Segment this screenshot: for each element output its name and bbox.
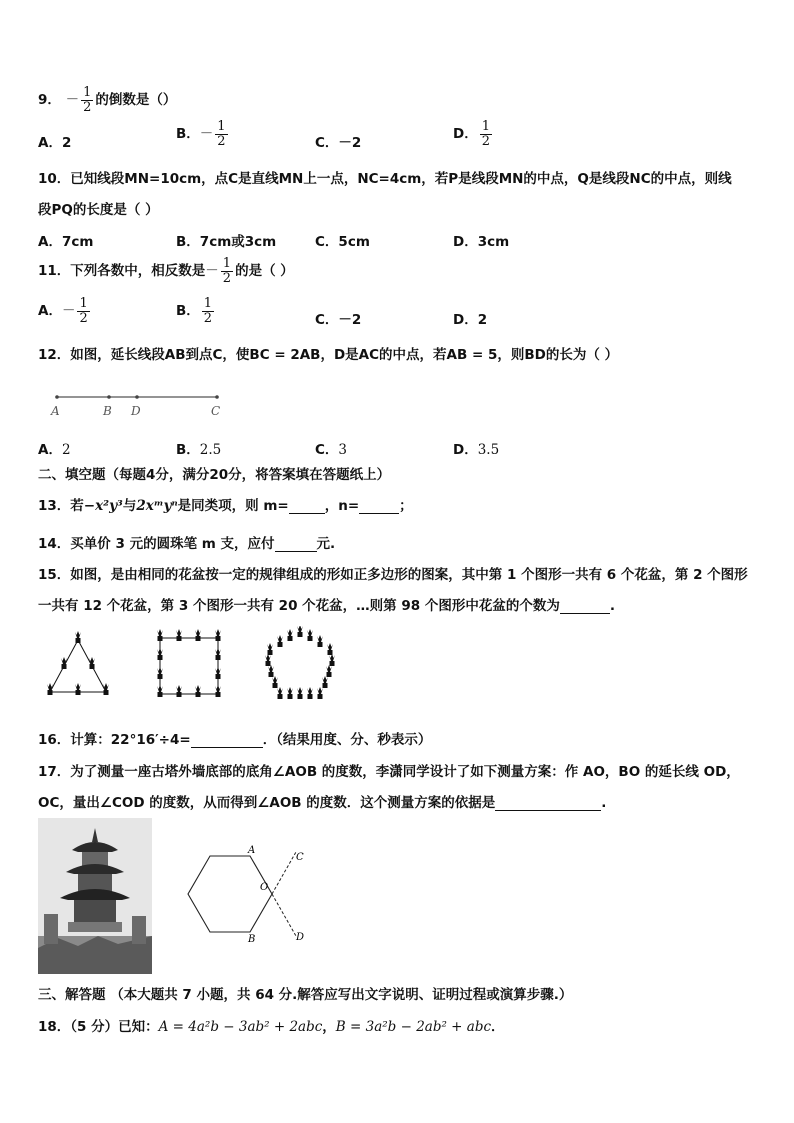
triangle-pattern: [47, 631, 109, 695]
flower-pot-patterns-figure: [40, 626, 360, 706]
answer-blank[interactable]: [495, 797, 601, 811]
q15-stem-line1: 15．如图，是由相同的花盆按一定的规律组成的形如正多边形的图案，其中第 1 个图形一共有 6 个花盆，第 2 个图形: [38, 567, 748, 583]
q11-stem: 11．下列各数中，相反数是－ $\frac{1}{2}$ 的是（ ）: [38, 256, 294, 286]
q14-stem: 14．买单价 3 元的圆珠笔 m 支，应付 元.: [38, 536, 336, 552]
point-label-d: D: [131, 404, 141, 418]
pentagon-pattern: [265, 626, 335, 699]
q9-option-c[interactable]: C．－2: [315, 135, 362, 151]
q9-option-d[interactable]: D． $\frac{1}{2}$: [453, 119, 490, 149]
label-a: A: [248, 845, 256, 856]
q11-option-d[interactable]: D．2: [453, 312, 488, 328]
point-label-c: C: [211, 404, 221, 418]
label-o: O: [260, 882, 269, 893]
q12-segment-figure: [45, 388, 235, 422]
q10-option-b[interactable]: B．7cm或3cm: [176, 234, 277, 250]
q11-option-c[interactable]: C．－2: [315, 312, 362, 328]
q10-option-a[interactable]: A．7cm: [38, 234, 94, 250]
hexagon-outline: [188, 856, 272, 932]
q9-stem: 9． － $\frac{1}{2}$ 的倒数是（）: [38, 85, 177, 115]
extension-line-oc: [272, 852, 296, 894]
section-3-heading: 三、解答题 （本大题共 7 小题，共 64 分.解答应写出文字说明、证明过程或演算步骤.）: [38, 987, 573, 1003]
label-c: C: [296, 852, 304, 863]
point-a: [55, 395, 59, 399]
q11-option-b[interactable]: B． $\frac{1}{2}$: [176, 296, 213, 326]
square-pattern: [157, 629, 221, 697]
extension-line-od: [272, 894, 296, 936]
q11-option-a[interactable]: A．－ $\frac{1}{2}$: [38, 296, 88, 326]
answer-blank[interactable]: [191, 734, 263, 748]
q15-stem-line2: 一共有 12 个花盆，第 3 个图形一共有 20 个花盆，…则第 98 个图形中花盆的个数为 .: [38, 598, 615, 614]
point-d: [135, 395, 139, 399]
q12-option-a[interactable]: A．2: [38, 442, 71, 458]
q10-stem-line1: 10．已知线段MN=10cm，点C是直线MN上一点，NC=4cm，若P是线段MN的中点，Q是线段NC的中点，则线: [38, 171, 732, 187]
point-label-a: A: [51, 404, 60, 418]
q12-option-d[interactable]: D．3.5: [453, 442, 500, 458]
q10-option-c[interactable]: C．5cm: [315, 234, 370, 250]
q12-option-b[interactable]: B．2.5: [176, 442, 222, 458]
q17-stem-line2: OC，量出∠COD 的度数，从而得到∠AOB 的度数．这个测量方案的依据是 .: [38, 795, 607, 811]
fraction: $\frac{1}{2}$: [83, 85, 92, 115]
q16-stem: 16．计算：22°16′÷4= ．（结果用度、分、秒表示）: [38, 732, 432, 748]
q13-stem: 13．若−x²y³与2xᵐyⁿ是同类项，则 m= ，n= ；: [38, 498, 413, 514]
hexagon-angle-figure: [182, 842, 312, 948]
q12-stem: 12．如图，延长线段AB到点C，使BC = 2AB，D是AC的中点，若AB = 5，则BD的长为（ ）: [38, 347, 619, 363]
section-2-heading: 二、填空题（每题4分，满分20分，将答案填在答题纸上）: [38, 467, 391, 483]
point-label-b: B: [103, 404, 112, 418]
q12-option-c[interactable]: C．3: [315, 442, 348, 458]
q10-stem-line2: 段PQ的长度是（ ）: [38, 202, 159, 218]
label-b: B: [248, 934, 256, 945]
answer-blank-n[interactable]: [359, 500, 399, 514]
ancient-pagoda-photo: [38, 818, 152, 974]
point-c: [215, 395, 219, 399]
q17-stem-line1: 17．为了测量一座古塔外墙底部的底角∠AOB 的度数，李潇同学设计了如下测量方案：作 AO，BO 的延长线 OD，: [38, 764, 740, 780]
answer-blank[interactable]: [275, 538, 317, 552]
label-d: D: [296, 932, 305, 943]
point-b: [107, 395, 111, 399]
q9-option-a[interactable]: A．2: [38, 135, 72, 151]
q10-option-d[interactable]: D．3cm: [453, 234, 510, 250]
answer-blank-m[interactable]: [289, 500, 325, 514]
q9-option-b[interactable]: B．－ $\frac{1}{2}$: [176, 119, 226, 149]
q18-stem: 18．（5 分）已知：A = 4a²b − 3ab² + 2abc，B = 3a²b − 2ab² + abc．: [38, 1019, 505, 1035]
answer-blank[interactable]: [560, 600, 610, 614]
